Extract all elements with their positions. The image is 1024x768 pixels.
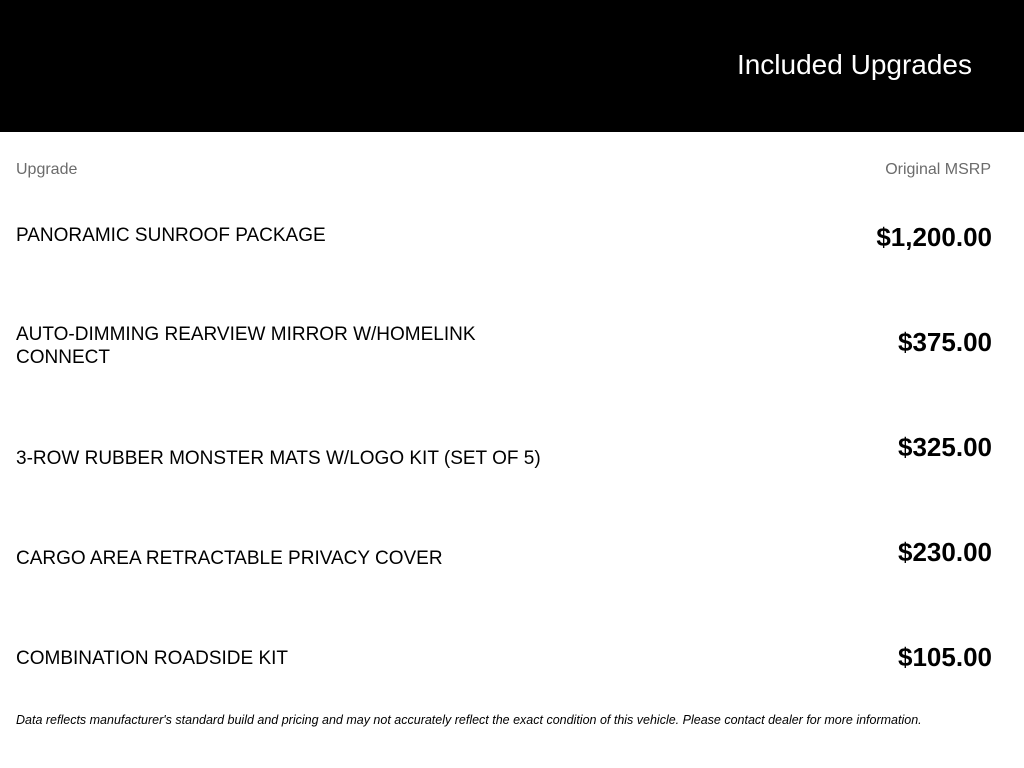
upgrade-price: $325.00	[898, 432, 992, 462]
upgrade-name: 3-ROW RUBBER MONSTER MATS W/LOGO KIT (SET OF 5)	[16, 448, 541, 469]
upgrade-name: COMBINATION ROADSIDE KIT	[16, 648, 289, 669]
upgrade-column-header: Upgrade	[16, 161, 78, 178]
page-title: Included Upgrades	[736, 49, 972, 80]
upgrade-name: PANORAMIC SUNROOF PACKAGE	[16, 225, 326, 246]
upgrade-price: $105.00	[898, 642, 992, 672]
disclaimer-text: Data reflects manufacturer's standard build and pricing and may not accurately reflect the exact condition of this vehicle. Please contact dealer for more information.	[16, 713, 922, 727]
upgrade-price: $1,200.00	[876, 222, 992, 252]
page-header	[0, 0, 1024, 132]
upgrade-name: CARGO AREA RETRACTABLE PRIVACY COVER	[16, 548, 443, 569]
upgrade-price: $375.00	[898, 327, 992, 357]
msrp-column-header: Original MSRP	[885, 161, 991, 178]
upgrade-name: AUTO-DIMMING REARVIEW MIRROR W/HOMELINK CONNECT	[16, 324, 476, 368]
upgrade-price: $230.00	[898, 537, 992, 567]
